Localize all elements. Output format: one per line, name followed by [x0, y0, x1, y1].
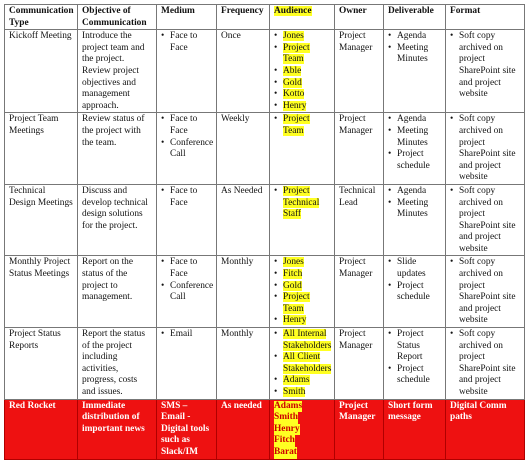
cell-medium-list — [161, 186, 213, 209]
list-item-text: Soft copy archived on project SharePoint site and project website — [459, 257, 516, 326]
list-item-text: Meeting Minutes — [397, 197, 429, 220]
cell-frequency: Weekly — [217, 113, 270, 185]
list-item — [274, 101, 331, 113]
cell-frequency: As needed — [217, 399, 270, 459]
cell-audience — [270, 399, 335, 459]
list-item-text: Meeting Minutes — [397, 125, 429, 148]
list-item — [274, 43, 331, 66]
list-item — [274, 257, 331, 269]
list-item-text: Conference Call — [170, 137, 214, 160]
cell-format-list — [450, 31, 521, 101]
list-item — [274, 352, 331, 375]
list-item-text: Soft copy archived on project SharePoint site and project website — [459, 185, 516, 254]
list-item — [388, 126, 442, 149]
cell-deliverable-list — [388, 31, 442, 66]
list-item-text: Agenda — [397, 31, 427, 42]
list-item — [274, 387, 331, 399]
list-item-text: Jones — [283, 257, 304, 268]
cell-deliverable — [384, 256, 446, 328]
list-item — [388, 281, 442, 304]
cell-medium — [157, 113, 217, 185]
cell-format-list — [450, 114, 521, 184]
list-item — [388, 31, 442, 43]
cell-objective: Report on the status of the project to management. — [78, 256, 157, 328]
table-row — [5, 184, 525, 256]
list-item — [450, 114, 521, 184]
cell-format — [446, 113, 525, 185]
cell-format-list — [450, 329, 521, 399]
cell-medium — [157, 30, 217, 113]
communication-plan-table — [4, 4, 525, 460]
list-item-text: Face to Face — [170, 257, 198, 280]
cell-communication-type: Project Status Reports — [5, 328, 78, 400]
cell-medium — [157, 256, 217, 328]
audience-name: Henry — [274, 423, 300, 434]
audience-name: Adams — [274, 400, 303, 411]
list-item-text: Fitch — [283, 269, 303, 280]
list-item-text: Email — [170, 329, 193, 340]
table-row — [5, 30, 525, 113]
list-item — [274, 66, 331, 78]
cell-objective: Immediate distribution of important news — [78, 399, 157, 459]
list-item — [388, 186, 442, 198]
audience-name: Fitch — [274, 435, 295, 446]
table-row — [5, 328, 525, 400]
cell-communication-type: Red Rocket — [5, 399, 78, 459]
list-item — [161, 281, 213, 304]
list-item — [161, 329, 213, 341]
header-objective: Objective of Communication — [78, 5, 157, 30]
cell-format-list — [450, 186, 521, 256]
cell-deliverable-list — [388, 114, 442, 172]
cell-format — [446, 328, 525, 400]
cell-deliverable — [384, 113, 446, 185]
cell-audience — [270, 184, 335, 256]
list-item-text: Able — [283, 65, 302, 76]
cell-format — [446, 184, 525, 256]
list-item-text: Agenda — [397, 185, 427, 196]
list-item — [274, 114, 331, 137]
cell-frequency: Monthly — [217, 256, 270, 328]
cell-owner: Project Manager — [335, 113, 384, 185]
list-item — [450, 186, 521, 256]
header-row — [5, 5, 525, 30]
list-item — [161, 114, 213, 137]
list-item-text: Project schedule — [397, 280, 430, 303]
cell-objective: Review status of the project with the team. — [78, 113, 157, 185]
header-medium: Medium — [157, 5, 217, 30]
list-item-text: Slide updates — [397, 257, 426, 280]
list-item-text: Henry — [283, 100, 307, 111]
cell-owner: Technical Lead — [335, 184, 384, 256]
cell-audience-list — [274, 329, 331, 399]
header-owner: Owner — [335, 5, 384, 30]
cell-deliverable-list — [388, 329, 442, 387]
cell-owner: Project Manager — [335, 30, 384, 113]
cell-medium — [157, 184, 217, 256]
cell-deliverable: Short form message — [384, 399, 446, 459]
cell-frequency: Once — [217, 30, 270, 113]
list-item-text: Jones — [283, 31, 304, 42]
cell-audience — [270, 256, 335, 328]
cell-owner: Project Manager — [335, 399, 384, 459]
cell-medium — [157, 328, 217, 400]
cell-format-list — [450, 257, 521, 327]
list-item-text: Soft copy archived on project SharePoint site and project website — [459, 329, 516, 397]
list-item-text: All Client Stakeholders — [283, 352, 332, 374]
cell-deliverable — [384, 30, 446, 113]
red-rocket-row — [5, 399, 525, 459]
list-item-text: Smith — [283, 387, 306, 397]
cell-deliverable — [384, 184, 446, 256]
list-item-text: Project schedule — [397, 149, 430, 171]
cell-audience-list — [274, 114, 331, 137]
list-item — [450, 257, 521, 327]
list-item — [450, 329, 521, 399]
list-item — [161, 257, 213, 280]
cell-medium-list — [161, 31, 213, 54]
cell-objective: Discuss and develop technical design solutions for the project. — [78, 184, 157, 256]
cell-frequency: Monthly — [217, 328, 270, 400]
list-item-text: Face to Face — [170, 185, 198, 208]
list-item — [388, 329, 442, 364]
audience-name: Smith — [274, 412, 298, 423]
cell-deliverable-list — [388, 186, 442, 221]
cell-format — [446, 256, 525, 328]
cell-medium-list — [161, 329, 213, 341]
cell-format: Digital Comm paths — [446, 399, 525, 459]
cell-audience-list — [274, 31, 331, 112]
cell-communication-type: Technical Design Meetings — [5, 184, 78, 256]
table-row — [5, 256, 525, 328]
header-deliverable: Deliverable — [384, 5, 446, 30]
cell-communication-type: Monthly Project Status Meetings — [5, 256, 78, 328]
header-communication-type: Communication Type — [5, 5, 78, 30]
table-row — [5, 113, 525, 185]
list-item — [274, 292, 331, 315]
cell-owner: Project Manager — [335, 328, 384, 400]
list-item — [274, 89, 331, 101]
cell-objective: Introduce the project team and the project. Review project objectives and management approach. — [78, 30, 157, 113]
cell-audience — [270, 328, 335, 400]
list-item-text: Project Technical Staff — [283, 185, 320, 220]
list-item — [161, 31, 213, 54]
list-item — [274, 269, 331, 281]
list-item — [274, 186, 331, 221]
list-item-text: Project schedule — [397, 363, 430, 386]
list-item — [274, 375, 331, 387]
list-item — [388, 149, 442, 172]
cell-deliverable — [384, 328, 446, 400]
list-item-text: Conference Call — [170, 280, 214, 303]
cell-medium-list — [161, 257, 213, 303]
cell-audience-list — [274, 257, 331, 327]
cell-deliverable-list — [388, 257, 442, 303]
list-item-text: Gold — [283, 280, 302, 291]
cell-audience — [270, 30, 335, 113]
list-item — [274, 78, 331, 90]
list-item — [388, 114, 442, 126]
list-item — [161, 138, 213, 161]
list-item-text: All Internal Stakeholders — [283, 329, 332, 351]
cell-medium-list — [161, 114, 213, 160]
cell-format — [446, 30, 525, 113]
cell-owner: Project Manager — [335, 256, 384, 328]
list-item — [388, 43, 442, 66]
list-item — [274, 315, 331, 327]
header-frequency: Frequency — [217, 5, 270, 30]
list-item-text: Soft copy archived on project SharePoint site and project website — [459, 114, 516, 183]
list-item — [388, 364, 442, 387]
header-audience — [270, 5, 335, 30]
list-item-text: Project Team — [283, 42, 310, 65]
list-item-text: Meeting Minutes — [397, 42, 429, 65]
list-item — [388, 198, 442, 221]
audience-name: Barat — [274, 446, 297, 457]
list-item — [450, 31, 521, 101]
cell-objective: Report the status of the project including activities, progress, costs and issues. — [78, 328, 157, 400]
list-item-text: Face to Face — [170, 31, 198, 53]
list-item-text: Project Team — [283, 292, 310, 314]
list-item — [274, 281, 331, 293]
list-item — [274, 329, 331, 352]
list-item-text: Face to Face — [170, 114, 198, 136]
list-item-text: Kotto — [283, 89, 305, 100]
list-item-text: Project Team — [283, 114, 310, 136]
header-format: Format — [446, 5, 525, 30]
list-item — [161, 186, 213, 209]
list-item-text: Gold — [283, 77, 302, 88]
cell-audience-list — [274, 186, 331, 221]
list-item — [388, 257, 442, 280]
cell-frequency: As Needed — [217, 184, 270, 256]
list-item — [274, 31, 331, 43]
cell-medium: SMS – Email - Digital tools such as Slack/IM — [157, 399, 217, 459]
list-item-text: Henry — [283, 315, 307, 326]
list-item-text: Adams — [283, 375, 310, 386]
list-item-text: Agenda — [397, 114, 427, 125]
cell-audience — [270, 113, 335, 185]
list-item-text: Soft copy archived on project SharePoint site and project website — [459, 31, 516, 100]
header-audience-label: Audience — [274, 6, 312, 16]
list-item-text: Project Status Report — [397, 329, 424, 363]
cell-communication-type: Project Team Meetings — [5, 113, 78, 185]
cell-communication-type: Kickoff Meeting — [5, 30, 78, 113]
